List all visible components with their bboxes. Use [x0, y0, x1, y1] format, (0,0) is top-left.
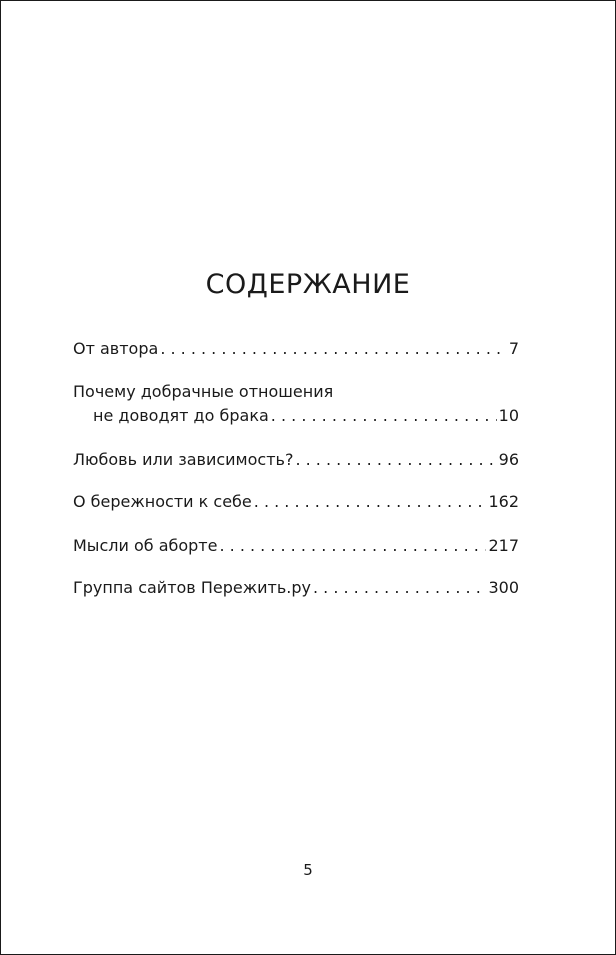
toc-entry-page: 7 [508, 339, 519, 358]
toc-entry-page: 162 [488, 492, 519, 511]
dot-leader [254, 492, 487, 511]
toc-entry-label: От автора [73, 339, 159, 358]
toc-entry-websites[interactable] [73, 578, 519, 600]
page-number: 5 [303, 861, 313, 879]
toc-title: СОДЕРЖАНИЕ [205, 269, 411, 300]
toc-entry-label: О бережности к себе [73, 492, 252, 511]
toc-entry-abortion-thoughts[interactable] [73, 536, 519, 558]
dot-leader [219, 536, 486, 555]
toc-entry-page: 217 [488, 536, 519, 555]
toc-entry-label: Группа сайтов Пережить.ру [73, 578, 311, 597]
toc-entry-label-line1: Почему добрачные отношения [73, 382, 334, 401]
toc-entry-label: не доводят до брака [93, 406, 269, 425]
toc-entry-page: 300 [488, 578, 519, 597]
toc-entry-from-author[interactable] [73, 339, 519, 361]
dot-leader [313, 578, 486, 597]
toc-entry-love-or-dependence[interactable] [73, 450, 519, 472]
toc-entry-page: 96 [498, 450, 519, 469]
dot-leader [160, 339, 507, 358]
toc-entry-self-care[interactable] [73, 492, 519, 514]
dot-leader [271, 406, 497, 425]
toc-entry-premarital[interactable] [73, 406, 519, 428]
toc-entry-page: 10 [498, 406, 519, 425]
toc-entry-label: Любовь или зависимость? [73, 450, 294, 469]
dot-leader [295, 450, 496, 469]
toc-entry-label: Мысли об аборте [73, 536, 218, 555]
